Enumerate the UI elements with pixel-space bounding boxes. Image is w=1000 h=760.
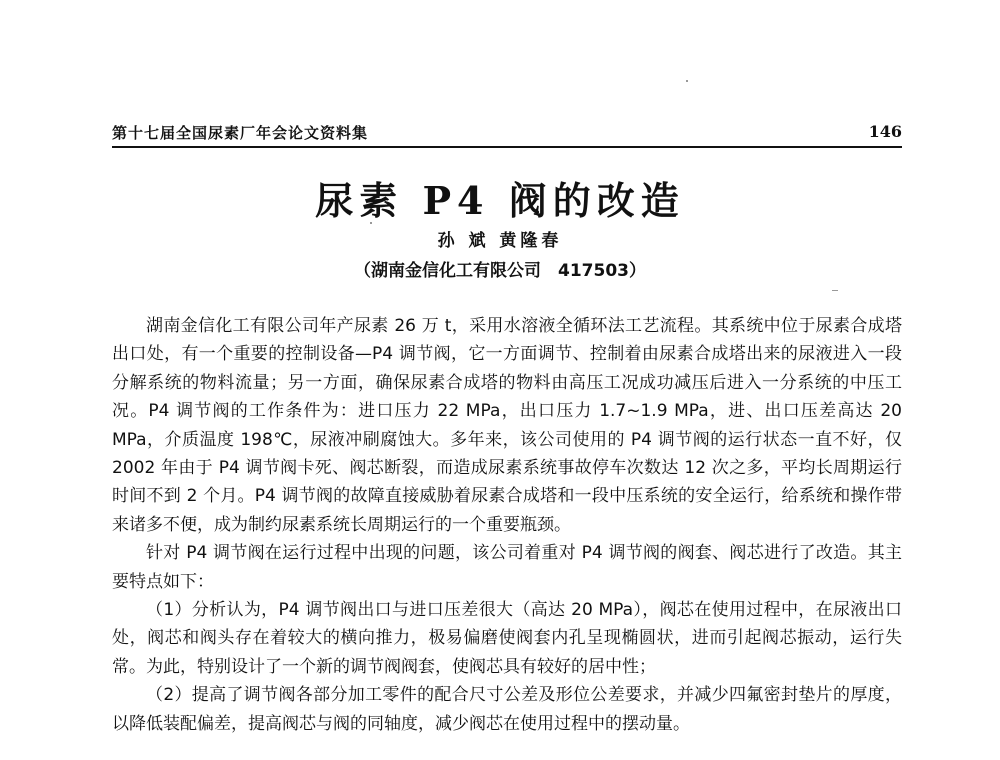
- author-line: 孙 斌 黄隆春: [437, 231, 563, 251]
- body-paragraph: （1）分析认为，P4 调节阀出口与进口压差很大（高达 20 MPa），阀芯在使用过程中，在尿液出口处，阀芯和阀头存在着较大的横向推力，极易偏磨使阀套内孔呈现椭圆状，进而引起阀芯振动，运行失常。为此，特别设计了一个新的调节阀阀套，使阀芯具有较好的居中性；: [112, 600, 902, 677]
- page-number: 146: [868, 122, 902, 141]
- body-paragraph: 湖南金信化工有限公司年产尿素 26 万 t，采用水溶液全循环法工艺流程。其系统中位于尿素合成塔出口处，有一个重要的控制设备—P4 调节阀，它一方面调节、控制着由尿素合成塔出来的尿液进入一段分解系统的物料流量；另一方面，确保尿素合成塔的物料由高压工况成功减压后进入一分系统的中压工况。P4 调节阀的工作条件为：进口压力 22 MPa，出口压力 1.7~1.9 MPa，进、出口压差高达 20 MPa，介质温度 198℃，尿液冲刷腐蚀大。多年来，该公司使用的 P4 调节阀的运行状态一直不好，仅 2002 年由于 P4 调节阀卡死、阀芯断裂，而造成尿素系统事故停车次数达 12 次之多，平均长周期运行时间不到 2 个月。P4 调节阀的故障直接威胁着尿素合成塔和一段中压系统的安全运行，给系统和操作带来诸多不便，成为制约尿素系统长周期运行的一个重要瓶颈。: [112, 316, 902, 535]
- body-paragraph: 针对 P4 调节阀在运行过程中出现的问题，该公司着重对 P4 调节阀的阀套、阀芯进行了改造。其主要特点如下：: [112, 543, 902, 592]
- journal-title: 第十七届全国尿素厂年会论文资料集: [112, 124, 369, 142]
- scan-speck: [686, 80, 688, 82]
- affiliation-line: （湖南金信化工有限公司 417503）: [354, 261, 646, 281]
- running-header: [112, 120, 902, 148]
- scan-speck: [832, 290, 838, 291]
- article-body: [112, 312, 902, 738]
- article-title: 尿素 P4 阀的改造: [315, 178, 685, 223]
- body-paragraph: （2）提高了调节阀各部分加工零件的配合尺寸公差及形位公差要求，并减少四氟密封垫片的厚度，以降低装配偏差，提高阀芯与阀的同轴度，减少阀芯在使用过程中的摆动量。: [112, 685, 902, 734]
